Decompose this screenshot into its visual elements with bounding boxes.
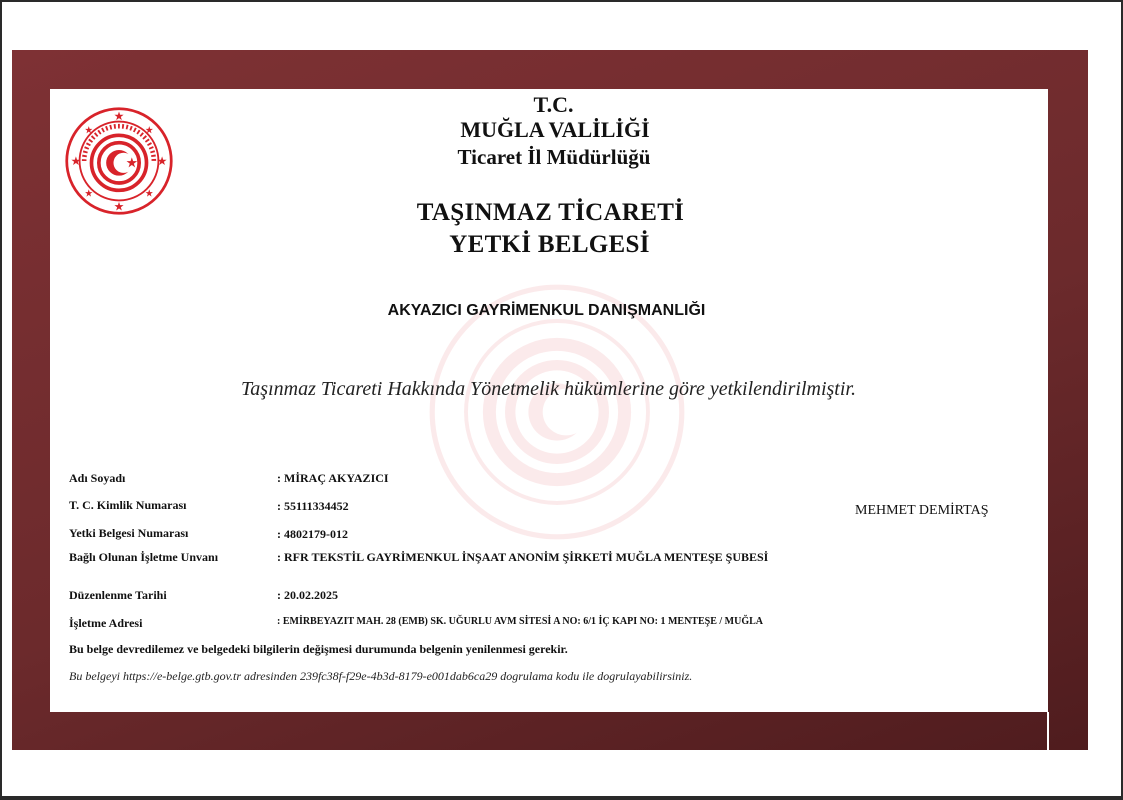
field-label-certificate-number: Yetki Belgesi Numarası bbox=[69, 526, 189, 540]
authorization-statement: Taşınmaz Ticareti Hakkında Yönetmelik hükümlerine göre yetkilendirilmiştir. bbox=[241, 378, 856, 400]
field-label-business-title: Bağlı Olunan İşletme Unvanı bbox=[69, 550, 219, 564]
header-directorate: Ticaret İl Müdürlüğü bbox=[457, 145, 651, 169]
field-value-certificate-number: : 4802179-012 bbox=[277, 527, 348, 541]
signatory-name: MEHMET DEMİRTAŞ bbox=[855, 503, 989, 518]
verification-text: Bu belgeyi https://e-belge.gtb.gov.tr adresinden 239fc38f-f29e-4b3d-8179-e001dab6ca29 dogrulama kodu ile dogrulayabilirsiniz. bbox=[69, 669, 693, 683]
field-value-id-number: : 55111334452 bbox=[277, 499, 349, 513]
header-tc: T.C. bbox=[533, 92, 574, 117]
certificate-title-line2: YETKİ BELGESİ bbox=[449, 231, 650, 258]
window-border-top bbox=[0, 0, 1123, 2]
field-label-name: Adı Soyadı bbox=[69, 471, 126, 485]
frame-divider bbox=[1047, 712, 1049, 750]
header-governorship: MUĞLA VALİLİĞİ bbox=[460, 117, 650, 142]
transfer-notice: Bu belge devredilemez ve belgedeki bilgilerin değişmesi durumunda belgenin yenilenmesi gerekir. bbox=[69, 642, 568, 656]
field-value-business-address: : EMİRBEYAZIT MAH. 28 (EMB) SK. UĞURLU AVM SİTESİ A NO: 6/1 İÇ KAPI NO: 1 MENTEŞE / MUĞLA bbox=[277, 616, 763, 627]
field-value-issue-date: : 20.02.2025 bbox=[277, 588, 338, 602]
field-value-business-title: : RFR TEKSTİL GAYRİMENKUL İNŞAAT ANONİM ŞİRKETİ MUĞLA MENTEŞE ŞUBESİ bbox=[277, 550, 769, 564]
field-label-issue-date: Düzenlenme Tarihi bbox=[69, 588, 167, 602]
window-border-bottom bbox=[0, 796, 1123, 800]
company-name: AKYAZICI GAYRİMENKUL DANIŞMANLIĞI bbox=[387, 302, 706, 319]
certificate-title-line1: TAŞINMAZ TİCARETİ bbox=[416, 199, 685, 226]
field-label-business-address: İşletme Adresi bbox=[69, 616, 143, 630]
field-label-id-number: T. C. Kimlik Numarası bbox=[69, 498, 187, 512]
field-value-name: : MİRAÇ AKYAZICI bbox=[277, 471, 389, 485]
